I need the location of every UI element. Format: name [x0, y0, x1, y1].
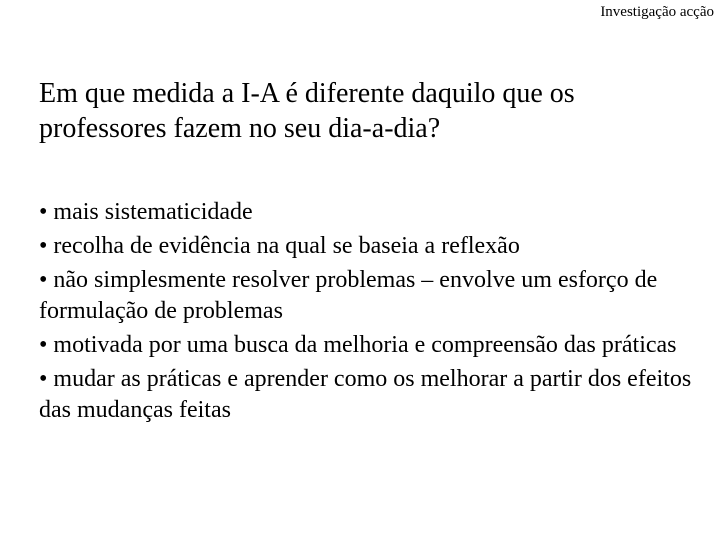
bullet-item: [39, 231, 709, 262]
bullet-item: [39, 197, 709, 228]
bullet-mark: •: [39, 233, 48, 259]
bullet-item: [39, 364, 709, 426]
header-label: Investigação acção: [600, 4, 714, 20]
bullet-text: mudar as práticas e aprender como os melhorar a partir dos efeitos das mudanças feitas: [39, 366, 692, 423]
bullet-text: motivada por uma busca da melhoria e compreensão das práticas: [53, 332, 677, 358]
bullet-text: não simplesmente resolver problemas – envolve um esforço de formulação de problemas: [39, 267, 658, 324]
bullet-text: mais sistematicidade: [53, 199, 253, 225]
slide-title: Em que medida a I-A é diferente daquilo que os professores fazem no seu dia-a-dia?: [39, 78, 575, 144]
bullet-list: [39, 197, 709, 429]
bullet-item: [39, 265, 709, 327]
bullet-mark: •: [39, 199, 48, 225]
bullet-mark: •: [39, 267, 48, 293]
bullet-mark: •: [39, 366, 48, 392]
bullet-item: [39, 330, 709, 361]
bullet-text: recolha de evidência na qual se baseia a reflexão: [53, 233, 520, 259]
bullet-mark: •: [39, 332, 48, 358]
